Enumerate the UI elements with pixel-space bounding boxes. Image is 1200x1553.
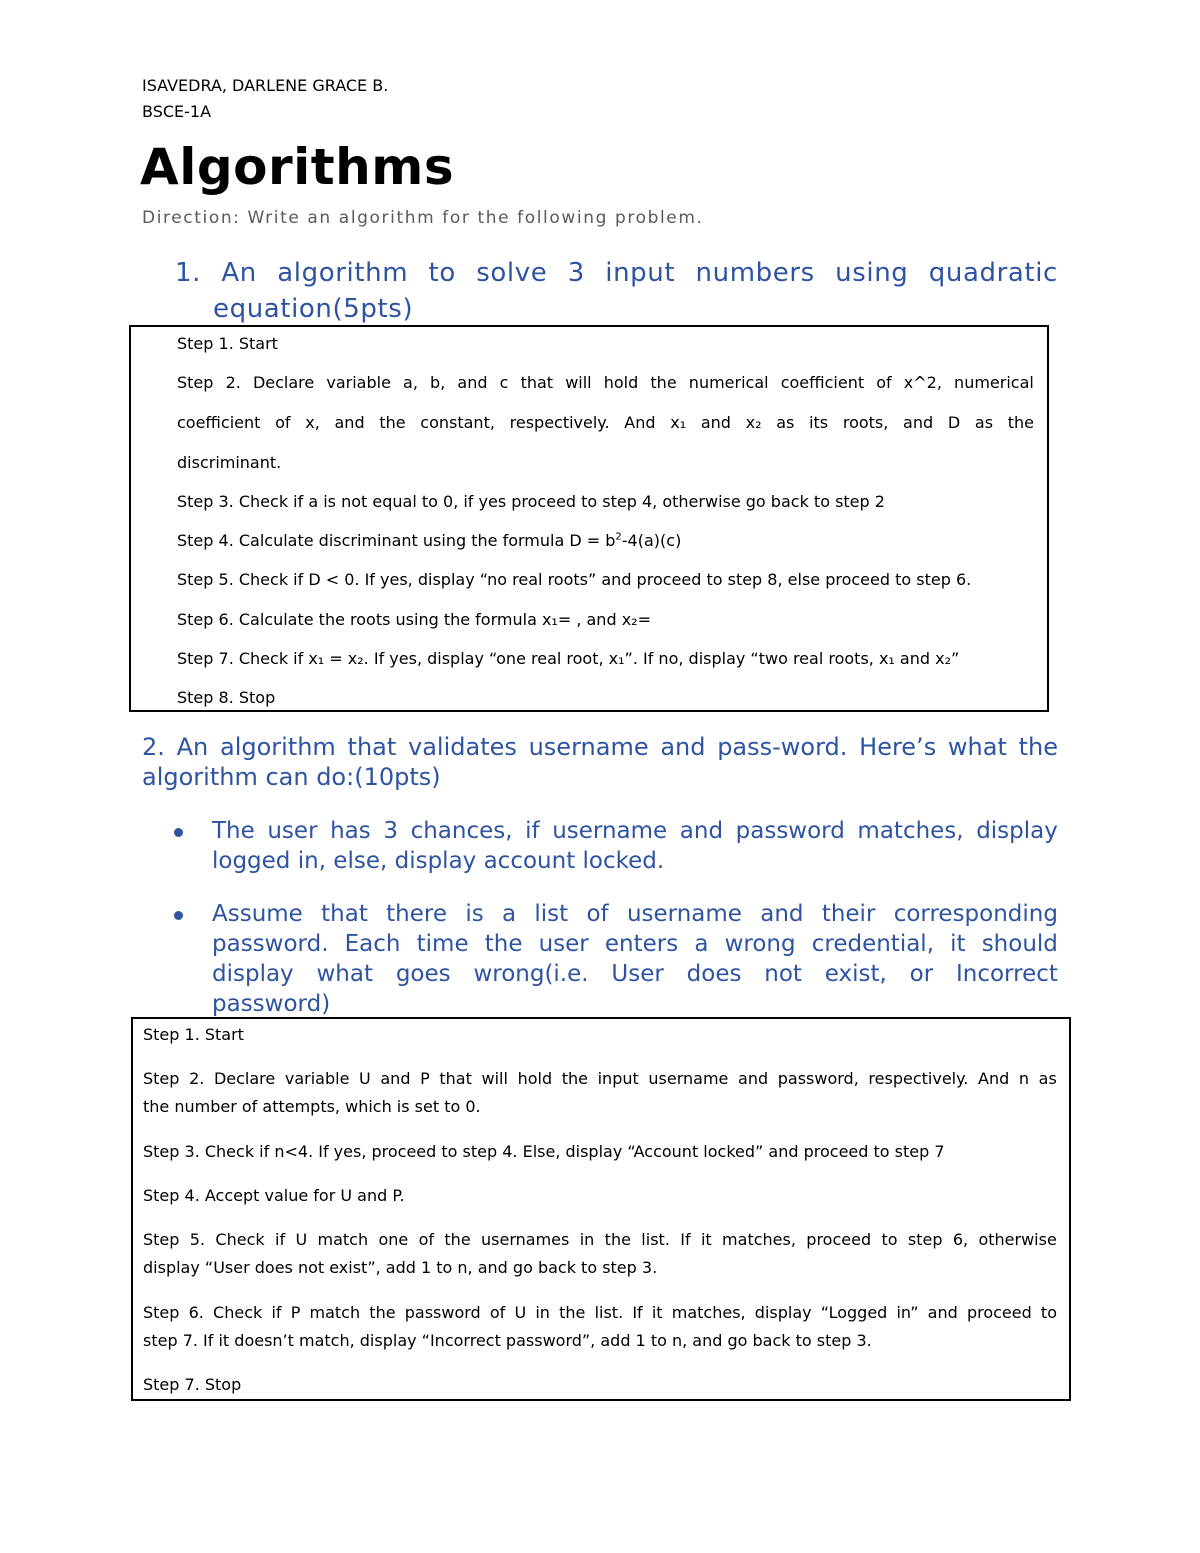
step-word: username (648, 1069, 729, 1088)
step-word: x₂ (745, 413, 762, 432)
p2-step-5-line-2: display “User does not exist”, add 1 to n, and go back to step 3. (143, 1258, 658, 1277)
step-word: P (290, 1303, 301, 1322)
step-word: coefficient (780, 373, 865, 392)
step-word: numerical (688, 373, 769, 392)
step-word: to (881, 1230, 898, 1249)
step-word: If (680, 1230, 691, 1249)
bullet-line (212, 959, 1058, 989)
bullet-word: what (316, 961, 373, 987)
p2-step-3: Step 3. Check if n<4. If yes, proceed to step 4. Else, display “Account locked” and proceed to step 7 (143, 1142, 945, 1161)
bullet-dot-icon (174, 828, 183, 837)
step-word: 2. (189, 1069, 205, 1088)
step-word: 6. (188, 1303, 204, 1322)
section-code: BSCE-1A (142, 102, 212, 121)
step-word: its (809, 413, 829, 432)
problem-1-heading (175, 255, 1058, 327)
bullet-word: wrong (724, 931, 796, 957)
bullet-word: credential, (811, 931, 935, 957)
step-word: variable (284, 1069, 350, 1088)
heading-word: pass-word. (717, 733, 848, 761)
step-word: x^2, (903, 373, 942, 392)
bullet-word: Each (344, 931, 401, 957)
bullet-word: not (764, 961, 802, 987)
step-word: Declare (252, 373, 315, 392)
step-word: U (514, 1303, 527, 1322)
step-word: of (275, 413, 291, 432)
p2-step-2-line-2: the number of attempts, which is set to 0. (143, 1097, 481, 1116)
step-word: x₁ (670, 413, 687, 432)
bullet-line (212, 816, 1058, 846)
p2-step-1: Step 1. Start (143, 1025, 244, 1044)
step-word: password (404, 1303, 481, 1322)
heading-word: numbers (695, 258, 815, 288)
problem-1-heading-line-2: equation(5pts) (213, 294, 414, 324)
bullet-item (172, 816, 1058, 876)
heading-word: An (176, 733, 209, 761)
bullet-word: has (330, 818, 371, 844)
bullet-word: there (386, 901, 448, 927)
step-word: U (295, 1230, 308, 1249)
step-word: and (738, 1069, 769, 1088)
problem-1-heading-line-1 (175, 255, 1058, 291)
p2-step-2-line-1 (143, 1069, 1057, 1088)
step-word: will (481, 1069, 508, 1088)
bullet-word: display (976, 818, 1058, 844)
step-word: hold (603, 373, 639, 392)
bullet-item (172, 899, 1058, 1019)
p1-step-4-text: Step 4. Calculate discriminant using the formula D = b (177, 531, 616, 550)
step-word: in (535, 1303, 550, 1322)
bullet-word: of (586, 901, 609, 927)
heading-word: validates (408, 733, 517, 761)
heading-word: input (605, 258, 676, 288)
problem-2-heading (142, 732, 1058, 792)
step-word: D (947, 413, 961, 432)
step-word: roots, (842, 413, 889, 432)
step-word: b, (430, 373, 446, 392)
bullet-word: it (950, 931, 966, 957)
heading-word: algorithm (219, 733, 336, 761)
heading-word: username (528, 733, 649, 761)
bullet-line: password) (212, 991, 331, 1017)
bullet-word: that (321, 901, 368, 927)
step-word: a, (403, 373, 418, 392)
bullet-line (212, 899, 1058, 929)
bullet-word: wrong(i.e. (473, 961, 589, 987)
bullet-word: user (267, 818, 318, 844)
bullet-word: goes (395, 961, 451, 987)
bullet-word: and (760, 901, 804, 927)
step-word: usernames (481, 1230, 570, 1249)
heading-word: Here’s (859, 733, 937, 761)
p1-step-6: Step 6. Calculate the roots using the formula x₁= , and x₂= (177, 610, 651, 629)
step-word: match (317, 1230, 369, 1249)
step-word: display (754, 1303, 812, 1322)
p1-step-7: Step 7. Check if x₁ = x₂. If yes, display “one real root, x₁”. If no, display “two real roots, x₁ and x₂” (177, 649, 960, 668)
bullet-word: 3 (383, 818, 398, 844)
p2-step-6-line-1 (143, 1303, 1057, 1322)
bullet-word: enters (604, 931, 679, 957)
p1-step-4-exponent: 2 (615, 531, 622, 543)
problem-2-heading-line-1 (142, 732, 1058, 762)
bullet-word: Incorrect (955, 961, 1058, 987)
heading-word: to (428, 258, 456, 288)
step-word: and (927, 1303, 958, 1322)
step-word: U (359, 1069, 371, 1088)
heading-word: and (660, 733, 706, 761)
step-word: list. (594, 1303, 624, 1322)
step-word: in (579, 1230, 595, 1249)
step-word: constant, (420, 413, 495, 432)
step-word: Check (215, 1230, 265, 1249)
step-word: P (420, 1069, 430, 1088)
bullet-word: does (686, 961, 742, 987)
step-word: and (380, 1069, 411, 1088)
bullet-word: password. (212, 931, 329, 957)
step-word: and (903, 413, 934, 432)
step-word: matches, (722, 1230, 796, 1249)
step-word: password, (777, 1069, 859, 1088)
step-word: that (439, 1069, 472, 1088)
problem-2-answer-box (131, 1017, 1071, 1401)
step-word: n (1018, 1069, 1030, 1088)
p1-step-2-line-3: discriminant. (177, 453, 282, 472)
bullet-word: a (694, 931, 709, 957)
step-word: 6, (952, 1230, 969, 1249)
problem-2-bullet-list (172, 816, 1058, 1042)
bullet-line (212, 929, 1058, 959)
author-name: ISAVEDRA, DARLENE GRACE B. (142, 76, 389, 95)
bullet-word: User (611, 961, 664, 987)
bullet-word: exist, (824, 961, 887, 987)
step-word: proceed (966, 1303, 1032, 1322)
bullet-word: The (212, 818, 255, 844)
heading-word: the (1018, 733, 1058, 761)
bullet-word: a (501, 901, 517, 927)
bullet-word: username (552, 818, 668, 844)
heading-word: that (347, 733, 397, 761)
bullet-word: list (534, 901, 569, 927)
bullet-word: the (484, 931, 523, 957)
step-word: the (379, 413, 406, 432)
step-word: to (1040, 1303, 1057, 1322)
step-word: respectively. (868, 1069, 969, 1088)
step-word: input (597, 1069, 639, 1088)
step-word: And (624, 413, 656, 432)
bullet-word: chances, (410, 818, 513, 844)
heading-word: 3 (567, 258, 585, 288)
step-word: 5. (189, 1230, 206, 1249)
step-word: the (604, 1230, 631, 1249)
step-word: proceed (806, 1230, 872, 1249)
p1-step-1: Step 1. Start (177, 334, 278, 353)
step-word: And (978, 1069, 1010, 1088)
step-word: Step (177, 373, 214, 392)
step-word: 2. (225, 373, 241, 392)
bullet-line: logged in, else, display account locked. (212, 848, 665, 874)
step-word: and (457, 373, 488, 392)
step-word: Step (143, 1303, 180, 1322)
problem-2-heading-line-2: algorithm can do:(10pts) (142, 763, 441, 791)
step-word: and (334, 413, 365, 432)
step-word: Step (143, 1069, 180, 1088)
step-word: it (651, 1303, 663, 1322)
step-word: the (444, 1230, 471, 1249)
heading-word: solve (476, 258, 548, 288)
bullet-word: user (538, 931, 589, 957)
problem-1-number: 1. (175, 258, 202, 288)
step-word: as (1038, 1069, 1057, 1088)
bullet-word: and (679, 818, 724, 844)
bullet-word: time (416, 931, 469, 957)
bullet-word: Assume (212, 901, 303, 927)
heading-word: quadratic (928, 258, 1058, 288)
step-word: that (520, 373, 554, 392)
p2-step-5-line-1 (143, 1230, 1057, 1249)
bullet-word: is (465, 901, 484, 927)
p1-step-2-line-1 (177, 373, 1034, 392)
p1-step-5: Step 5. Check if D < 0. If yes, display “no real roots” and proceed to step 8, else proceed to step 6. (177, 570, 972, 589)
step-word: hold (517, 1069, 553, 1088)
step-word: of (489, 1303, 506, 1322)
step-word: coefficient (177, 413, 261, 432)
bullet-word: or (909, 961, 934, 987)
step-word: of (418, 1230, 435, 1249)
direction-text: Direction: Write an algorithm for the following problem. (142, 208, 704, 228)
heading-word: using (835, 258, 909, 288)
p1-step-2-line-2 (177, 413, 1034, 432)
step-word: numerical (954, 373, 1034, 392)
p1-step-4-tail: -4(a)(c) (621, 531, 682, 550)
step-word: the (369, 1303, 396, 1322)
step-word: otherwise (978, 1230, 1057, 1249)
step-word: Step (143, 1230, 180, 1249)
p1-step-4 (177, 531, 681, 550)
step-word: one (378, 1230, 409, 1249)
step-word: step (907, 1230, 943, 1249)
problem-1-answer-box (129, 325, 1049, 712)
p2-step-7: Step 7. Stop (143, 1375, 242, 1394)
bullet-dot-icon (174, 911, 183, 920)
step-word: as (776, 413, 795, 432)
p2-step-6-line-2: step 7. If it doesn’t match, display “Incorrect password”, add 1 to n, and go back to step 3. (143, 1331, 872, 1350)
bullet-word: password (735, 818, 845, 844)
step-word: it (700, 1230, 712, 1249)
p1-step-3: Step 3. Check if a is not equal to 0, if yes proceed to step 4, otherwise go back to step 2 (177, 492, 885, 511)
page-title: Algorithms (140, 138, 455, 196)
step-word: “Logged (820, 1303, 888, 1322)
heading-word: algorithm (277, 258, 409, 288)
step-word: Declare (213, 1069, 276, 1088)
p2-step-4: Step 4. Accept value for U and P. (143, 1186, 405, 1205)
bullet-word: matches, (857, 818, 964, 844)
step-word: in” (896, 1303, 919, 1322)
heading-word: 2. (142, 733, 165, 761)
step-word: Check (213, 1303, 263, 1322)
step-word: the (650, 373, 677, 392)
bullet-word: should (981, 931, 1058, 957)
step-word: the (559, 1303, 586, 1322)
step-word: and (700, 413, 731, 432)
step-word: variable (326, 373, 391, 392)
step-word: will (565, 373, 592, 392)
bullet-word: corresponding (893, 901, 1058, 927)
step-word: of (876, 373, 892, 392)
bullet-word: if (525, 818, 540, 844)
step-word: the (561, 1069, 588, 1088)
step-word: the (1007, 413, 1034, 432)
step-word: if (271, 1303, 282, 1322)
bullet-word: display (212, 961, 294, 987)
step-word: respectively. (509, 413, 610, 432)
heading-word: what (947, 733, 1007, 761)
step-word: matches, (671, 1303, 746, 1322)
step-word: If (632, 1303, 643, 1322)
step-word: if (275, 1230, 286, 1249)
bullet-word: username (626, 901, 742, 927)
p1-step-8: Step 8. Stop (177, 688, 276, 707)
step-word: x, (305, 413, 320, 432)
step-word: list. (641, 1230, 670, 1249)
step-word: match (309, 1303, 361, 1322)
bullet-word: their (821, 901, 876, 927)
step-word: as (974, 413, 994, 432)
heading-word: An (221, 258, 257, 288)
step-word: c (499, 373, 509, 392)
